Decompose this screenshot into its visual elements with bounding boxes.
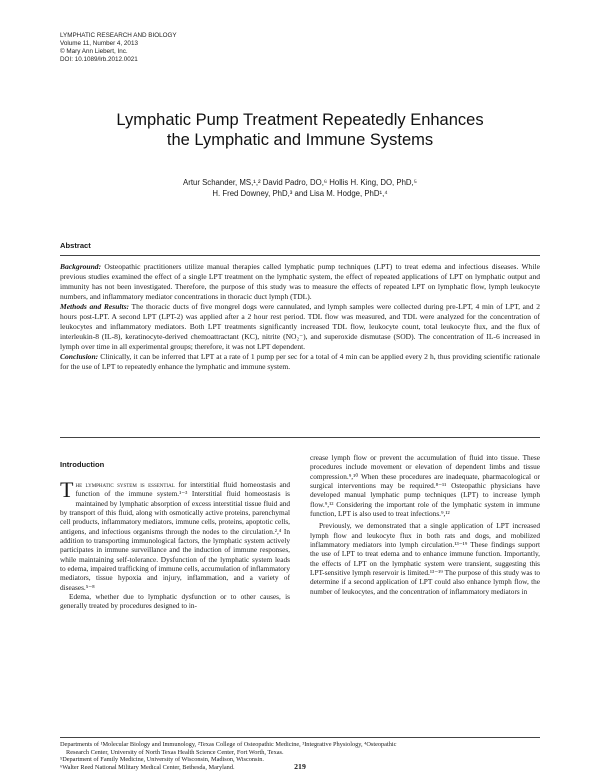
author-list <box>60 177 540 199</box>
left-column <box>60 477 290 611</box>
right-column <box>310 453 540 596</box>
intro-paragraph-1 <box>60 477 290 592</box>
drop-cap: T <box>60 477 74 502</box>
paragraph-1-text: for interstitial fluid homeostasis and function of the immune system.¹⁻³ Interstitial fluid homeostasis is maintained by lymphatic absorption of excess interstitial tissue fluid and by transport of this fluid, along with osmotically active proteins, parenchymal cell products, inflammatory mediators, immune cells, proteins, apoptotic cells, antigens, and infectious organisms through the nodes to the circulation.²,⁴ In addition to transporting immunological factors, the lymphatic system actively participates in immune surveillance and the induction of immune responses, while maintaining self-tolerance. Dysfunction of the lymphatic system leads to edema, impaired trafficking of immune cells, accumulation of inflammatory mediators, tissue hypoxia and injury, inflammation, and a variety of diseases.⁵⁻⁸ <box>60 480 290 592</box>
methods-label: Methods and Results: <box>60 302 130 312</box>
journal-info <box>60 32 177 64</box>
journal-doi: DOI: 10.1089/lrb.2012.0021 <box>60 55 138 63</box>
abstract-heading: Abstract <box>60 241 91 250</box>
article-title <box>60 110 540 150</box>
abstract-body <box>60 262 540 373</box>
introduction-heading: Introduction <box>60 460 105 469</box>
footnote-line-1: Departments of ¹Molecular Biology and Immunology, ²Texas College of Osteopathic Medicine, ³Integrative Physiology, ⁴Osteopathic <box>60 741 397 748</box>
page-number: 219 <box>294 762 306 771</box>
footnote-line-3: ⁵Department of Family Medicine, University of Wisconsin, Madison, Wisconsin. <box>60 756 264 764</box>
intro-paragraph-3: crease lymph flow or prevent the accumulation of fluid into tissue. These procedures include movement or elevation of dependent limbs and tissue compression.⁹,¹⁰ When these procedures are inadequate, pharmacological or surgical interventions may be required.⁸⁻¹¹ Osteopathic physicians have developed manual lymphatic pump techniques (LPT) to increase lymph flow.⁹,¹² Considering the important role of the lymphatic system in immune function, LPT is also used to treat infections.⁹,¹² <box>310 453 540 519</box>
authors-line-1: Artur Schander, MS,¹,² David Padro, DO,⁶ Hollis H. King, DO, PhD,⁵ <box>183 178 417 187</box>
intro-paragraph-4: Previously, we demonstrated that a single application of LPT increased lymph flow and leukocyte flux in both rats and dogs, and mobilized inflammatory mediators into lymph circulation.¹³⁻¹⁹ These findings support the use of LPT to treat edema and to enhance immune function. Importantly, the effects of LPT on the lymphatic system were transient, suggesting this LPT-sensitive lymph reservoir is limited.¹³⁻¹⁹ The purpose of this study was to determine if a second application of LPT could also enhance lymph flow, the number of leukocytes, and the concentration of inflammatory mediators in <box>310 521 540 596</box>
abstract-top-rule <box>60 255 540 256</box>
title-line-1: Lymphatic Pump Treatment Repeatedly Enhances <box>116 111 484 129</box>
journal-copyright: © Mary Ann Liebert, Inc. <box>60 47 128 55</box>
abstract-bottom-rule <box>60 437 540 438</box>
abstract-conclusion <box>60 352 540 372</box>
conclusion-label: Conclusion: <box>60 352 99 362</box>
journal-name: LYMPHATIC RESEARCH AND BIOLOGY <box>60 32 177 39</box>
background-label: Background: <box>60 262 102 271</box>
abstract-methods <box>60 302 540 352</box>
conclusion-text: Clinically, it can be inferred that LPT at a rate of 1 pump per sec for a total of 4 min can be applied every 2 h, thus providing scientific rationale for the use of LPT to repeatedly enhance the lymphatic and immune system. <box>60 352 540 372</box>
journal-volume: Volume 11, Number 4, 2013 <box>60 39 138 47</box>
intro-paragraph-2: Edema, whether due to lymphatic dysfunction or to other causes, is generally treated by procedures designed to in- <box>60 592 290 611</box>
smallcaps-lead: he lymphatic system is essential <box>75 480 175 489</box>
methods-text: The thoracic ducts of five mongrel dogs were cannulated, and lymph samples were collected during pre-LPT, 4 min of LPT, and 2 hours post-LPT. A second LPT (LPT-2) was applied after a 2 hour rest period. TDL flow was measured, and TDL were analyzed for the concentration of leukocytes and inflammatory mediators. Both LPT treatments significantly increased TDL flow, leukocyte count, total leukocyte flux, and the flux of interleukin-8 (IL-8), keratinocyte-derived chemoattractant (KC), nitrite (NO₂⁻), and superoxide dismutase (SOD). The concentration of IL-6 increased in lymph over time in all experimental groups; therefore, it was not LPT dependent. <box>60 302 540 352</box>
abstract-background <box>60 262 540 302</box>
background-text: Osteopathic practitioners utilize manual therapies called lymphatic pump techniques (LPT) to treat edema and infectious diseases. While previous studies examined the effect of a single LPT treatment on the lymphatic system, the effect of repeated applications of LPT on lymphatic output and immunity has not been investigated. Therefore, the purpose of this study was to measure the effects of repeated LPT on lymphatic flow, lymph leukocyte numbers, and inflammatory mediator concentrations in thoracic duct lymph (TDL). <box>60 262 540 302</box>
authors-line-2: H. Fred Downey, PhD,³ and Lisa M. Hodge, PhD¹,⁴ <box>212 189 388 198</box>
title-line-2: the Lymphatic and Immune Systems <box>166 131 434 149</box>
footnote-line-4: ⁶Walter Reed National Military Medical Center, Bethesda, Maryland. <box>60 764 235 772</box>
footnote-line-2: Research Center, University of North Texas Health Science Center, Fort Worth, Texas. <box>66 748 284 756</box>
footnote-rule <box>60 737 540 738</box>
